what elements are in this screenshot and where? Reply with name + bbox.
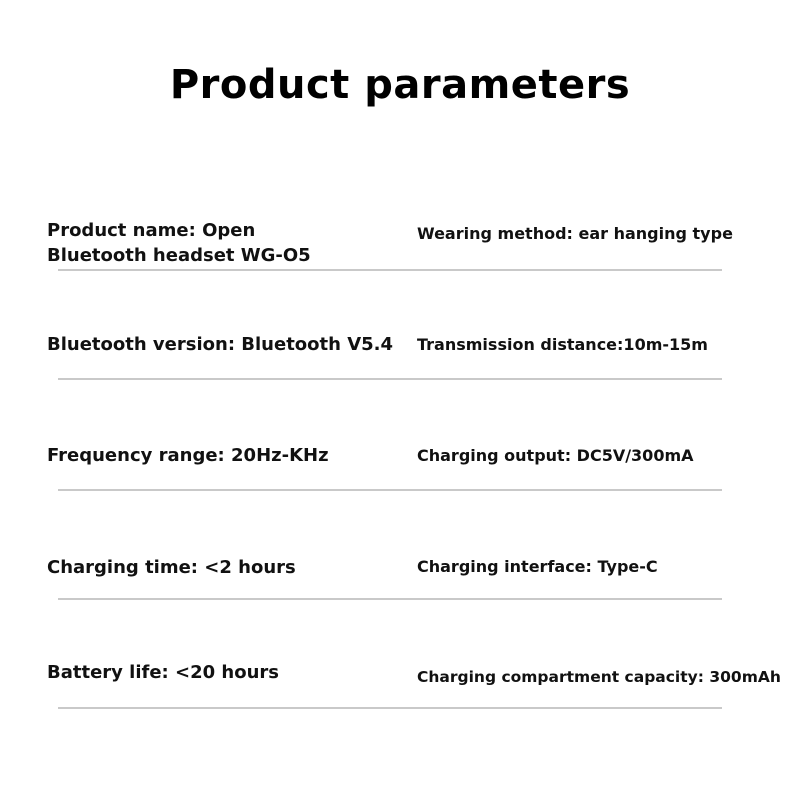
param-battery-life: Battery life: <20 hours	[47, 662, 279, 683]
param-charging-compartment-capacity: Charging compartment capacity: 300mAh	[417, 668, 781, 686]
row-divider	[58, 489, 722, 491]
row-divider	[58, 378, 722, 380]
page-title: Product parameters	[169, 62, 631, 108]
param-charging-time: Charging time: <2 hours	[47, 557, 296, 578]
param-bluetooth-version: Bluetooth version: Bluetooth V5.4	[47, 334, 394, 355]
row-divider	[58, 598, 722, 600]
row-divider	[58, 269, 722, 271]
param-charging-interface: Charging interface: Type-C	[417, 557, 658, 576]
param-transmission-distance: Transmission distance:10m-15m	[417, 335, 708, 354]
param-wearing-method: Wearing method: ear hanging type	[417, 224, 733, 243]
param-charging-output: Charging output: DC5V/300mA	[417, 446, 694, 465]
param-product-name: Product name: Open Bluetooth headset WG-O5	[47, 220, 311, 266]
row-divider	[58, 707, 722, 709]
param-frequency-range: Frequency range: 20Hz-KHz	[47, 445, 329, 466]
